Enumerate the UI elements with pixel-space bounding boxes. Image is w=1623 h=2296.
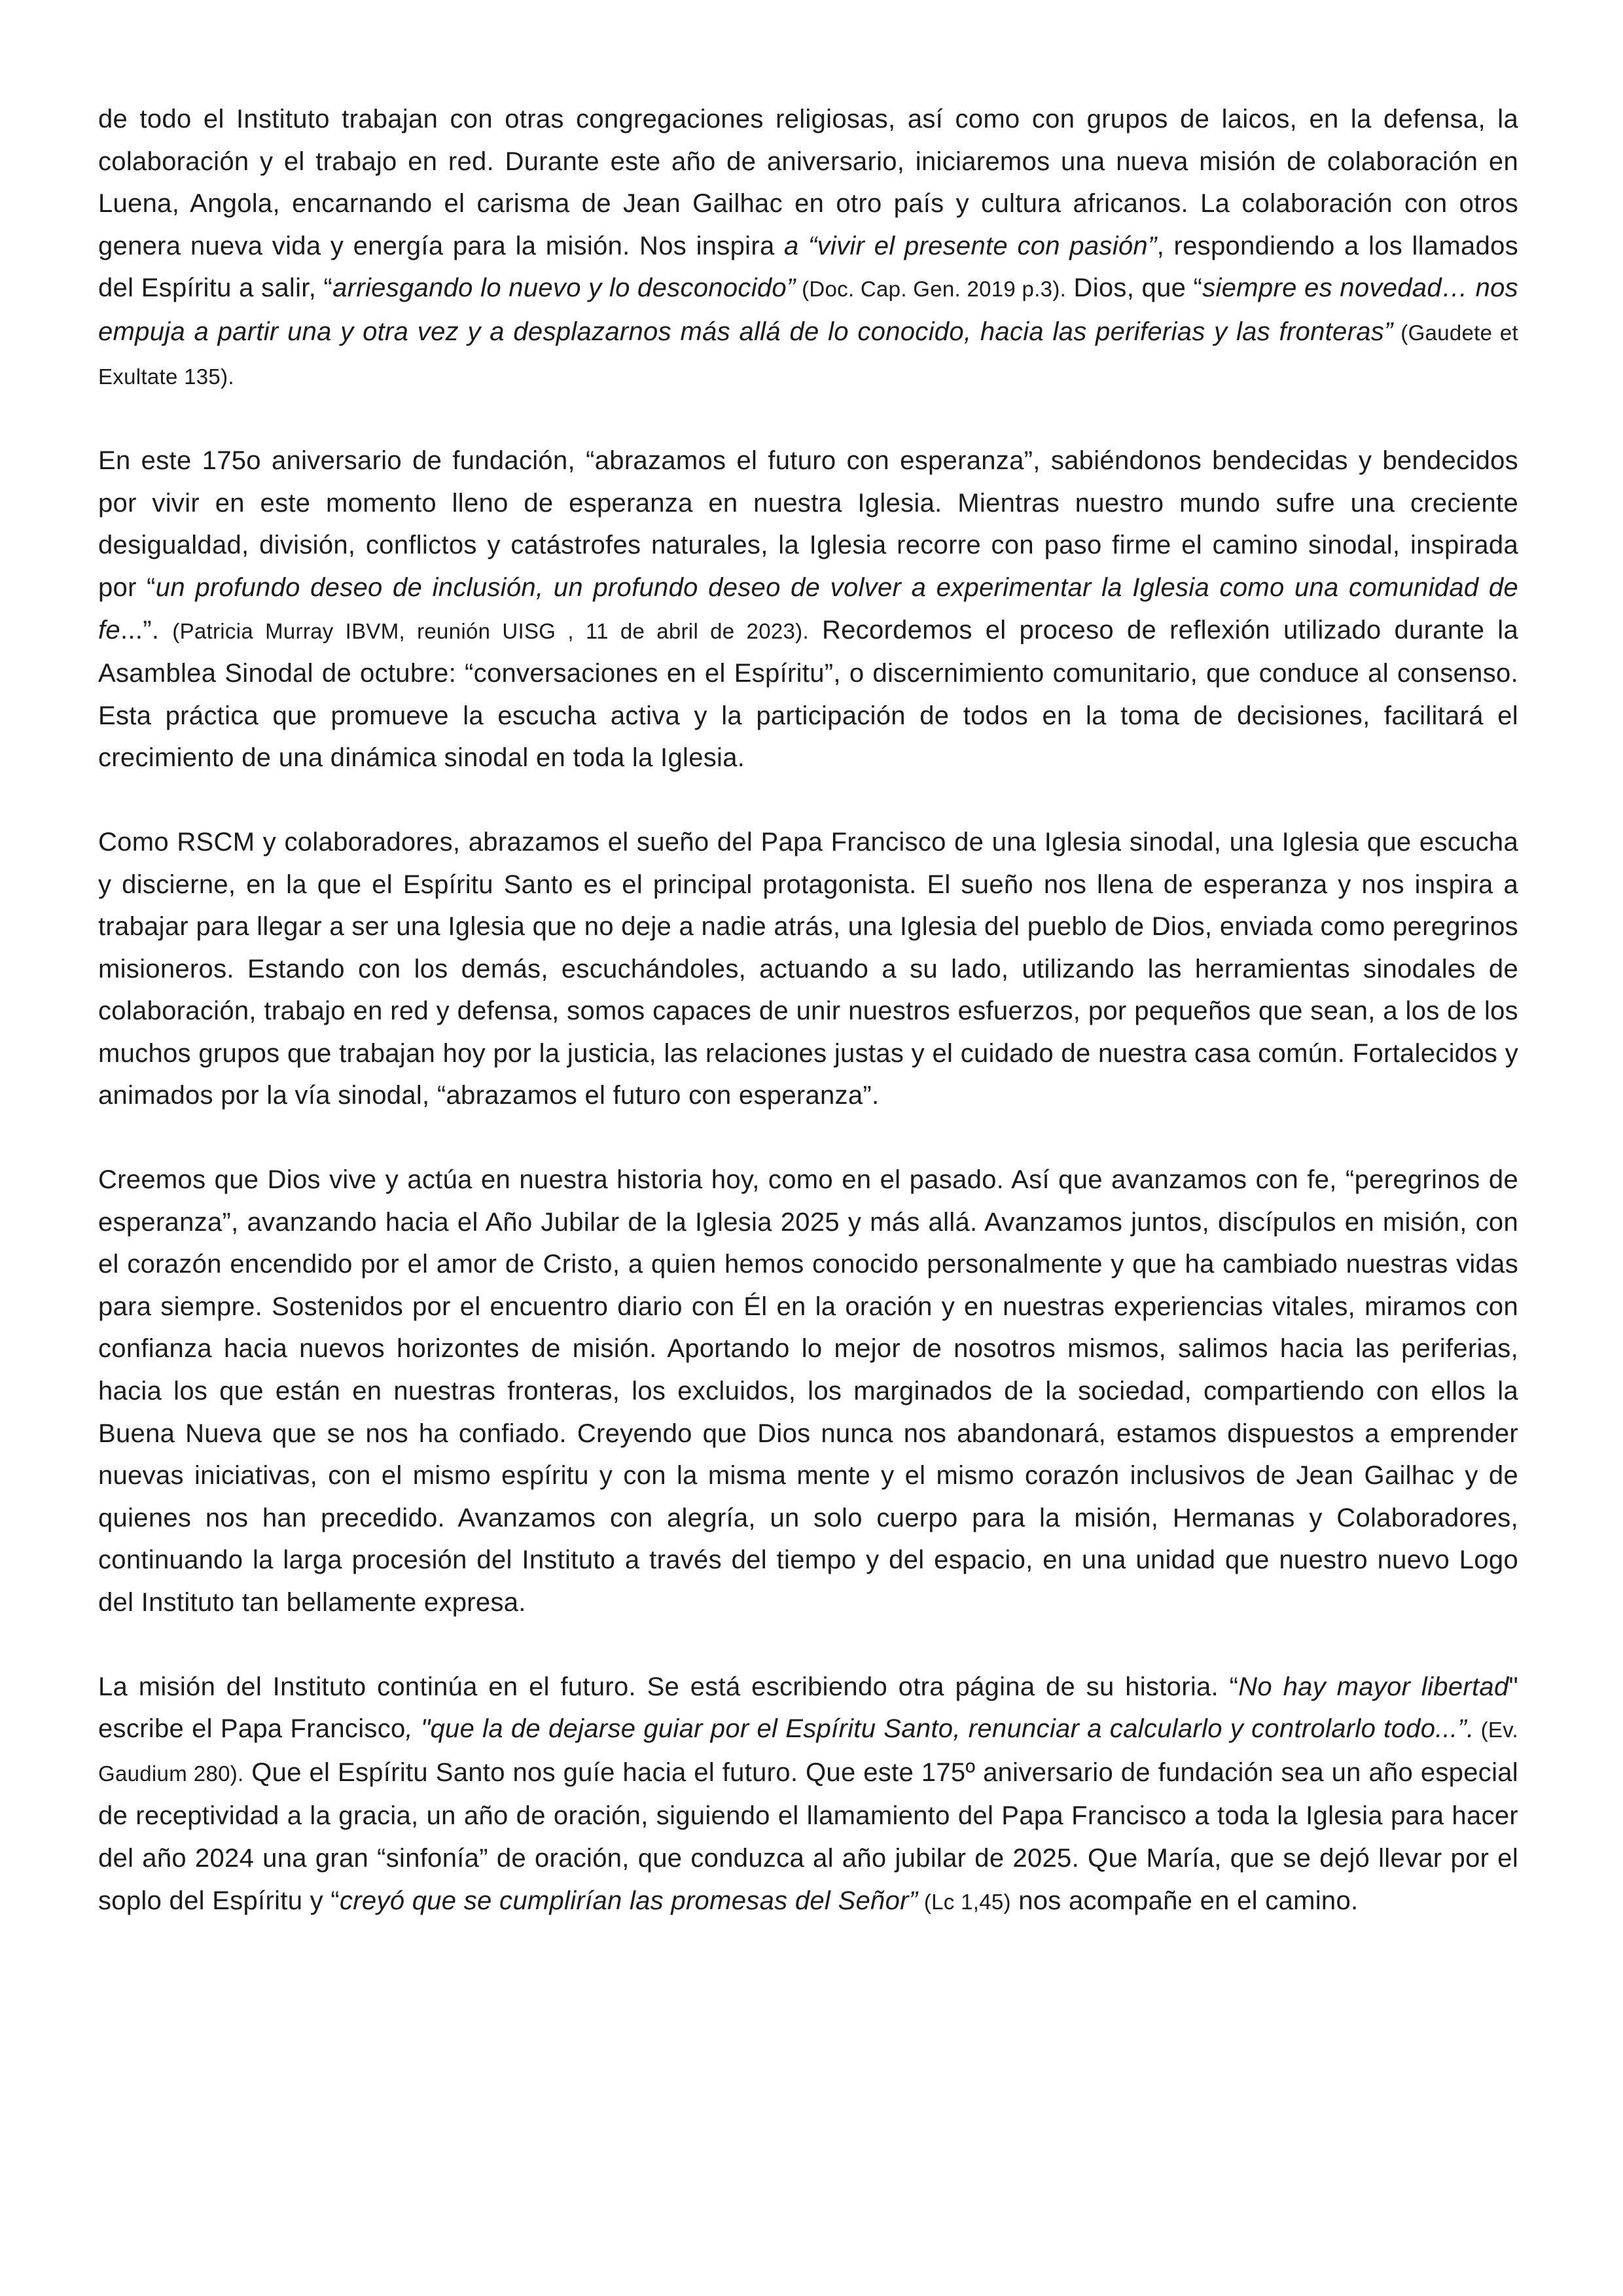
quote-run: arriesgando lo nuevo y lo desconocido” xyxy=(332,274,796,303)
quote-run: un profundo deseo de inclusión, un profundo deseo de volver a experimentar la Iglesia como una comunidad de fe xyxy=(98,573,1518,645)
text-run: Creemos que Dios vive y actúa en nuestra historia hoy, como en el pasado. Así que avanzamos con fe, “peregrinos de esperanza”, avanzando hacia el Año Jubilar de la Iglesia 2025 y más allá. Avanzamos juntos, discípulos en misión, con el corazón encendido por el amor de Cristo, a quien hemos conocido personalmente y que ha cambiado nuestras vidas para siempre. Sostenidos por el encuentro diario con Él en la oración y en nuestras experiencias vitales, miramos con confianza hacia nuevos horizontes de misión. Aportando lo mejor de nosotros mismos, salimos hacia las periferias, hacia los que están en nuestras fronteras, los excluidos, los marginados de la sociedad, compartiendo con ellos la Buena Nueva que se nos ha confiado. Creyendo que Dios nunca nos abandonará, estamos dispuestos a emprender nuevas iniciativas, con el mismo espíritu y con la misma mente y el mismo corazón inclusivos de Jean Gailhac y de quienes nos han precedido. Avanzamos con alegría, un solo cuerpo para la misión, Hermanas y Colaboradores, continuando la larga procesión del Instituto a través del tiempo y del espacio, en una unidad que nuestro nuevo Logo del Instituto tan bellamente expresa. xyxy=(98,1165,1518,1617)
citation-run: (Patricia Murray IBVM, reunión UISG , 11 de abril de 2023). xyxy=(172,618,809,643)
paragraph-pilgrims-of-hope xyxy=(98,1159,1518,1624)
text-run: Recordemos el proceso de reflexión utilizado durante la Asamblea Sinodal de octubre: “conversaciones en el Espíritu”, o discernimiento comunitario, que conduce al consenso. Esta práctica que promueve la escucha activa y la participación de todos en la toma de decisiones, facilitará el crecimiento de una dinámica sinodal en toda la Iglesia. xyxy=(98,615,1519,773)
text-run: Dios, que “ xyxy=(1066,274,1203,303)
text-run: En este 175o aniversario de fundación, “abrazamos el futuro con esperanza”, sabiéndonos bendecidas y bendecidos por vivir en este momento lleno de esperanza en nuestra Iglesia. Mientras nuestro mundo sufre una creciente desigualdad, división, conflictos y catástrofes naturales, la Iglesia recorre con paso firme el camino sinodal, inspirada por “ xyxy=(98,446,1518,602)
text-run: " escribe el Papa Francisco xyxy=(98,1672,1518,1744)
citation-run: (Ev. Gaudium 280). xyxy=(98,1718,1519,1786)
text-run: ...”. xyxy=(120,615,173,645)
quote-run: , "que la de dejarse guiar por el Espíritu Santo, renunciar a calcularlo y controlarlo todo...”. xyxy=(405,1714,1474,1744)
quote-run: siempre es novedad… nos empuja a partir una y otra vez y a desplazarnos más allá de lo conocido, hacia las periferias y las fronteras” xyxy=(98,274,1518,346)
text-run: de todo el Instituto trabajan con otras congregaciones religiosas, así como con grupos de laicos, en la defensa, la colaboración y el trabajo en red. Durante este año de aniversario, iniciaremos una nueva misión de colaboración en Luena, Angola, encarnando el carisma de Jean Gailhac en otro país y cultura africanos. La colaboración con otros genera nueva vida y energía para la misión. Nos inspira xyxy=(98,105,1518,260)
text-run: , respondiendo a los llamados del Espíritu a salir, “ xyxy=(98,231,1518,303)
paragraph-collaboration xyxy=(98,98,1518,398)
quote-run: No hay mayor libertad xyxy=(1238,1672,1509,1701)
text-run: Como RSCM y colaboradores, abrazamos el sueño del Papa Francisco de una Iglesia sinodal, una Iglesia que escucha y discierne, en la que el Espíritu Santo es el principal protagonista. El sueño nos llena de esperanza y nos inspira a trabajar para llegar a ser una Iglesia que no deje a nadie atrás, una Iglesia del pueblo de Dios, enviada como peregrinos misioneros. Estando con los demás, escuchándoles, actuando a su lado, utilizando las herramientas sinodales de colaboración, trabajo en red y defensa, somos capaces de unir nuestros esfuerzos, por pequeños que sean, a los de los muchos grupos que trabajan hoy por la justicia, las relaciones justas y el cuidado de nuestra casa común. Fortalecidos y animados por la vía sinodal, “abrazamos el futuro con esperanza”. xyxy=(98,827,1518,1110)
document-page xyxy=(98,98,1518,1923)
citation-run: (Lc 1,45) xyxy=(918,1889,1011,1914)
citation-run: (Gaudete et Exultate 135). xyxy=(98,320,1518,389)
text-run: Que el Espíritu Santo nos guíe hacia el futuro. Que este 175º aniversario de fundación sea un año especial de receptividad a la gracia, un año de oración, siguiendo el llamamiento del Papa Francisco a toda la Iglesia para hacer del año 2024 una gran “sinfonía” de oración, que conduzca al año jubilar de 2025. Que María, que se dejó llevar por el soplo del Espíritu y “ xyxy=(98,1757,1518,1915)
citation-run: (Doc. Cap. Gen. 2019 p.3). xyxy=(795,277,1067,302)
text-run: nos acompañe en el camino. xyxy=(1010,1886,1359,1915)
quote-run: a “vivir el presente con pasión” xyxy=(783,231,1157,260)
quote-run: creyó que se cumplirían las promesas del Señor” xyxy=(339,1886,918,1915)
text-run: La misión del Instituto continúa en el futuro. Se está escribiendo otra página de su historia. “ xyxy=(98,1672,1239,1701)
paragraph-synodal-church xyxy=(98,821,1518,1117)
paragraph-mission-future xyxy=(98,1666,1518,1924)
paragraph-anniversary xyxy=(98,440,1518,779)
